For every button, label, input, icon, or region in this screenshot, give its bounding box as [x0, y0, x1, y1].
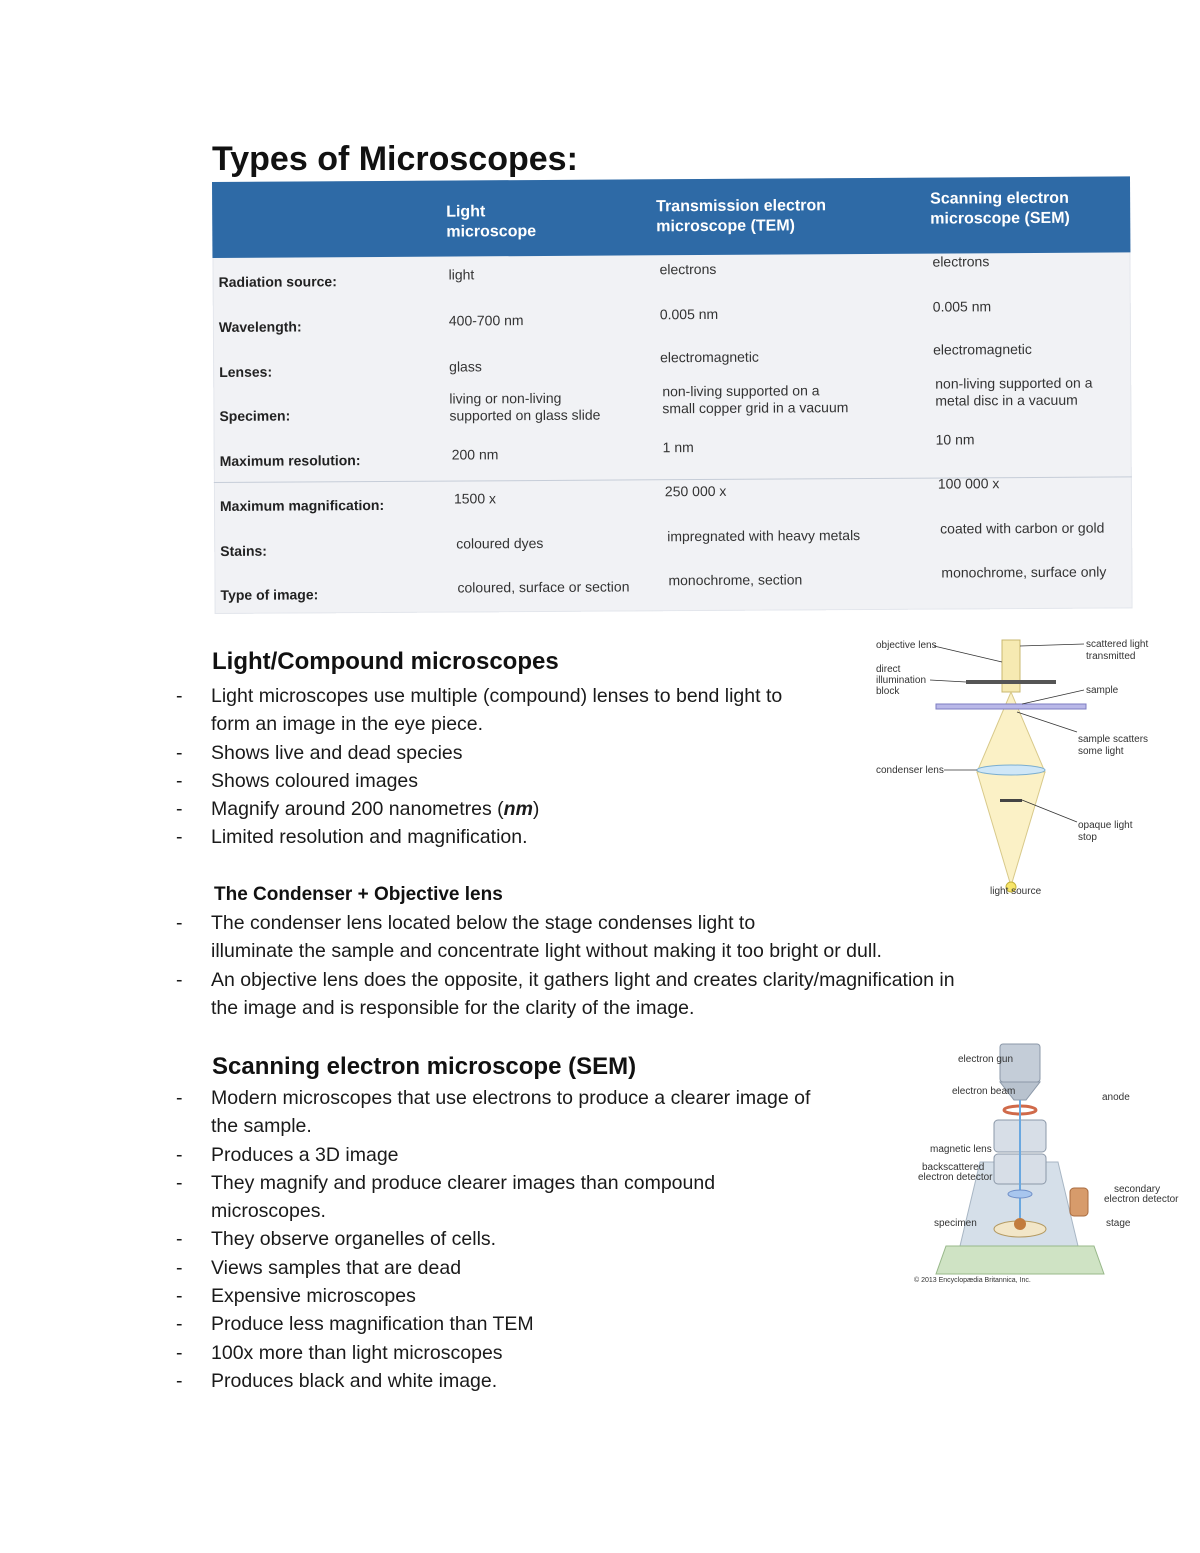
- bullet-dash: -: [176, 1143, 183, 1166]
- cell-sem-specimen-line1: non-living supported on a: [935, 374, 1093, 392]
- bullet-dash: -: [176, 1228, 183, 1251]
- opaque-stop-label-2: stop: [1078, 832, 1097, 843]
- electron-gun-label: electron gun: [958, 1054, 1014, 1065]
- list-item-text: They observe organelles of cells.: [211, 1228, 497, 1251]
- direct-label-2: illumination: [876, 675, 927, 686]
- bullet-dash: -: [176, 826, 183, 849]
- cell-sem-resolution: 10 nm: [935, 431, 975, 448]
- specimen: [1014, 1218, 1026, 1230]
- cell-sem-wavelength: 0.005 nm: [932, 298, 992, 315]
- list-item-text: Produce less magnification than TEM: [211, 1313, 534, 1336]
- nm-abbreviation: nm: [503, 798, 533, 821]
- light-microscope-diagram: [872, 632, 1162, 902]
- row-label-specimen: Specimen:: [219, 407, 291, 424]
- bullet-dash: -: [176, 741, 183, 764]
- sem-section-heading: Scanning electron microscope (SEM): [212, 1053, 637, 1080]
- list-item-text: Limited resolution and magnification.: [211, 826, 528, 849]
- header-sem-line1: Scanning electron: [930, 189, 1069, 208]
- list-item: [0, 1084, 810, 1112]
- condenser-lens-label: condenser lens: [876, 765, 944, 776]
- list-item: [0, 1339, 810, 1367]
- sem-base-stage: [936, 1246, 1104, 1274]
- cell-tem-lenses: electromagnetic: [660, 348, 759, 366]
- list-item-text: microscopes.: [211, 1200, 326, 1223]
- sample-slide: [936, 704, 1086, 709]
- list-item: [0, 966, 955, 994]
- cell-tem-magnification: 250 000 x: [664, 482, 727, 500]
- backscattered-label-2: electron detector: [918, 1172, 993, 1183]
- scattered-label-1: scattered light: [1086, 639, 1149, 650]
- secondary-label-1: secondary: [1114, 1184, 1161, 1195]
- sample-scatters-label-2: some light: [1078, 746, 1124, 757]
- bullet-dash: -: [176, 1313, 183, 1336]
- bullet-dash: -: [176, 769, 183, 792]
- list-item-text: illuminate the sample and concentrate light without making it too bright or dull.: [211, 940, 882, 963]
- list-item-text: 100x more than light microscopes: [211, 1341, 503, 1364]
- cell-sem-image: monochrome, surface only: [941, 563, 1107, 581]
- sample-label: sample: [1086, 685, 1119, 696]
- objective-lens-label: objective lens: [876, 640, 937, 651]
- row-label-max-resolution: Maximum resolution:: [219, 452, 361, 469]
- cell-tem-wavelength: 0.005 nm: [659, 305, 719, 323]
- backscatter-detector: [1008, 1190, 1032, 1198]
- row-label-type-of-image: Type of image:: [220, 586, 319, 603]
- list-item: [0, 795, 782, 823]
- list-item: [0, 1225, 810, 1253]
- list-item-text: The condenser lens located below the stage condenses light to: [211, 912, 756, 934]
- condenser-section-heading: The Condenser + Objective lens: [214, 884, 503, 905]
- cell-tem-stains: impregnated with heavy metals: [667, 527, 861, 545]
- cell-light-magnification: 1500 x: [453, 490, 497, 507]
- scattered-label-2: transmitted: [1086, 651, 1136, 662]
- bullet-dash: -: [176, 1341, 183, 1364]
- cell-light-resolution: 200 nm: [451, 446, 499, 463]
- cell-light-specimen-line2: supported on glass slide: [449, 406, 601, 424]
- list-item: [0, 909, 955, 937]
- list-item: [0, 710, 782, 738]
- header-tem-line2: microscope (TEM): [656, 217, 796, 236]
- sem-diagram: [908, 1034, 1179, 1286]
- condenser-lens: [977, 765, 1045, 775]
- page-title: Types of Microscopes:: [212, 140, 578, 178]
- bullet-dash: -: [176, 1369, 183, 1392]
- secondary-detector: [1070, 1188, 1088, 1216]
- list-item: [0, 937, 955, 965]
- table-header: [212, 176, 1130, 258]
- cell-light-lenses: glass: [449, 358, 482, 375]
- list-item: [0, 1141, 810, 1169]
- microscope-comparison-table: [212, 176, 1133, 614]
- list-item: [0, 739, 782, 767]
- cell-tem-radiation: electrons: [659, 260, 717, 278]
- cell-tem-specimen-line2: small copper grid in a vacuum: [662, 399, 849, 417]
- list-item: [0, 823, 782, 851]
- bullet-dash: -: [176, 1256, 183, 1279]
- illumination-block: [966, 680, 1056, 684]
- cell-light-specimen: [449, 390, 600, 425]
- opaque-stop-label-1: opaque light: [1078, 820, 1133, 831]
- list-item-text: the image and is responsible for the clarity of the image.: [211, 996, 695, 1019]
- condenser-section-bullets: [0, 909, 955, 1022]
- header-sem: [930, 189, 1070, 230]
- row-label-stains: Stains:: [220, 542, 267, 559]
- bullet-dash: -: [176, 968, 183, 991]
- lower-light-cone: [977, 772, 1045, 886]
- row-label-wavelength: Wavelength:: [218, 318, 302, 335]
- row-label-max-magnification: Maximum magnification:: [219, 496, 385, 514]
- list-item-text: the sample.: [211, 1115, 312, 1138]
- cell-sem-radiation: electrons: [932, 253, 990, 270]
- copyright-label: © 2013 Encyclopædia Britannica, Inc.: [914, 1277, 1031, 1284]
- header-tem-line1: Transmission electron: [656, 197, 827, 216]
- header-light-line2: microscope: [446, 223, 537, 241]
- bullet-dash: -: [176, 685, 183, 707]
- list-item: [0, 767, 782, 795]
- list-item-text: Produces a 3D image: [211, 1143, 399, 1166]
- stage-label: stage: [1106, 1218, 1131, 1229]
- anode-label: anode: [1102, 1092, 1130, 1103]
- header-tem: [656, 196, 826, 237]
- row-label-radiation-source: Radiation source:: [218, 273, 337, 290]
- cell-light-radiation: light: [448, 266, 475, 283]
- specimen-label: specimen: [934, 1218, 977, 1229]
- list-item-text: Produces black and white image.: [211, 1369, 498, 1392]
- list-item-text: Views samples that are dead: [211, 1256, 462, 1279]
- electron-beam-label: electron beam: [952, 1086, 1016, 1097]
- cell-light-stains: coloured dyes: [456, 534, 544, 552]
- bullet-dash: -: [176, 1171, 183, 1194]
- secondary-label-2: electron detector: [1104, 1194, 1179, 1205]
- cell-sem-lenses: electromagnetic: [932, 340, 1032, 358]
- list-item: [0, 1197, 810, 1225]
- cell-tem-specimen: [662, 382, 848, 417]
- cell-sem-stains: coated with carbon or gold: [940, 519, 1105, 537]
- cell-tem-specimen-line1: non-living supported on a: [662, 382, 820, 400]
- list-item-text: Modern microscopes that use electrons to produce a clearer image of: [211, 1087, 811, 1109]
- header-light-line1: Light: [446, 203, 486, 221]
- header-sem-line2: microscope (SEM): [930, 209, 1070, 228]
- bullet-dash: -: [176, 1285, 183, 1308]
- list-item-text: They magnify and produce clearer images than compound: [211, 1171, 716, 1194]
- sample-scatters-label-1: sample scatters: [1078, 734, 1149, 745]
- list-item-text: Shows coloured images: [211, 769, 419, 792]
- light-source-label: light source: [990, 886, 1042, 897]
- cell-light-specimen-line1: living or non-living: [449, 389, 562, 407]
- list-item: [0, 1254, 810, 1282]
- sem-section-bullets: [0, 1084, 810, 1395]
- list-item-text-end: ): [532, 798, 540, 821]
- list-item: [0, 1310, 810, 1338]
- bullet-dash: -: [176, 912, 183, 934]
- list-item-text: Shows live and dead species: [211, 741, 463, 764]
- cell-sem-specimen: [935, 375, 1092, 410]
- cell-tem-resolution: 1 nm: [662, 439, 694, 456]
- list-item-text: An objective lens does the opposite, it gathers light and creates clarity/magnification in: [211, 968, 955, 991]
- cell-sem-specimen-line2: metal disc in a vacuum: [935, 391, 1078, 409]
- list-item-text: Light microscopes use multiple (compound) lenses to bend light to: [211, 685, 783, 707]
- cell-light-image: coloured, surface or section: [457, 578, 630, 596]
- backscattered-label-1: backscattered: [922, 1162, 985, 1173]
- light-section-bullets: [0, 682, 782, 852]
- bullet-dash: -: [176, 1087, 183, 1109]
- direct-label-3: block: [876, 686, 900, 697]
- light-section-heading: Light/Compound microscopes: [212, 648, 559, 675]
- list-item-text: Expensive microscopes: [211, 1285, 416, 1308]
- list-item-text: Magnify around 200 nanometres (: [211, 798, 504, 821]
- list-item: [0, 1367, 810, 1395]
- magnetic-lens-label: magnetic lens: [930, 1144, 992, 1155]
- list-item-text: form an image in the eye piece.: [211, 713, 484, 736]
- list-item: [0, 1169, 810, 1197]
- cell-light-wavelength: 400-700 nm: [448, 312, 524, 329]
- objective-tube: [1002, 640, 1020, 692]
- bullet-dash: -: [176, 798, 183, 821]
- opaque-stop: [1000, 799, 1022, 802]
- direct-label-1: direct: [876, 664, 901, 675]
- list-item: [0, 1112, 810, 1140]
- cell-sem-magnification: 100 000 x: [937, 475, 1000, 492]
- header-light-microscope: [446, 202, 536, 243]
- cell-tem-image: monochrome, section: [668, 571, 803, 589]
- list-item: [0, 994, 955, 1022]
- row-label-lenses: Lenses:: [219, 363, 273, 380]
- list-item: [0, 682, 782, 710]
- list-item: [0, 1282, 810, 1310]
